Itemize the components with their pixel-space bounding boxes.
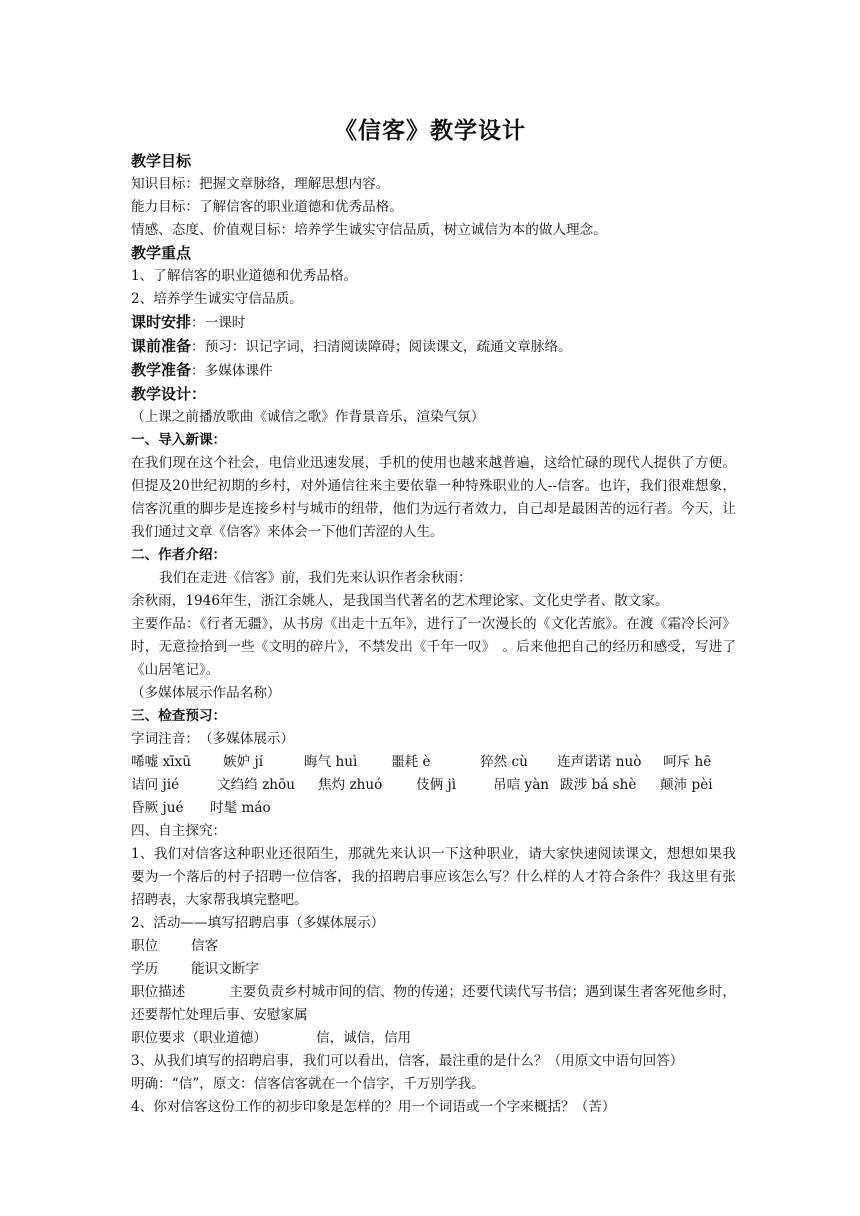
section-4-heading: 四、自主探究： — [131, 823, 227, 839]
section-2-heading: 二、作者介绍： — [131, 547, 227, 563]
vocab-item: 诘问 jié — [131, 777, 180, 793]
pinyin-row-3 — [131, 797, 736, 820]
vocab-item: 唏嘘 xīxū — [131, 754, 191, 770]
req-label: 职位要求（职业道德） — [131, 1030, 267, 1046]
section-2-intro: 我们在走进《信客》前，我们先来认识作者余秋雨： — [159, 570, 472, 586]
req-value: 信，诚信，信用 — [316, 1030, 412, 1046]
vocab-item: 文绉绉 zhōu — [217, 777, 295, 793]
vocab-item: 噩耗 è — [391, 754, 431, 770]
focus-item-1: 1、了解信客的职业道德和优秀品格。 — [131, 268, 358, 284]
vocab-item: 跋涉 bá shè — [560, 777, 637, 793]
section-2-works: 主要作品：《行者无疆》，从书房《出走十五年》，进行了一次漫长的《文化苦旅》。在渡《霜冷长河》时，无意捡拾到一些《文明的碎片》，不禁发出《千年一叹》 。后来他把自己的经历和感受，写进了《山居笔记》。 — [131, 616, 736, 678]
vocab-item: 颠沛 pèi — [660, 777, 713, 793]
pinyin-row-1 — [131, 751, 736, 774]
req-row — [131, 1027, 736, 1050]
desc-value: 主要负责乡村城市间的信、物的传递；还要代读代写书信；遇到谋生者客死他乡时，还要帮忙处理后事、安慰家属 — [131, 984, 736, 1023]
goal-ability: 能力目标：了解信客的职业道德和优秀品格。 — [131, 199, 403, 215]
document-title: 《信客》教学设计 — [334, 117, 526, 144]
edu-row — [131, 958, 736, 981]
schedule-label: 课时安排 — [131, 313, 192, 331]
section-3-sub: 字词注音： （多媒体展示） — [131, 731, 295, 747]
section-4-q1: 1、我们对信客这种职业还很陌生，那就先来认识一下这种职业，请大家快速阅读课文，想想如果我要为一个落后的村子招聘一位信客，我的招聘启事应该怎么写？什么样的人才符合条件？我这里有张招聘表，大家帮我填完整吧。 — [131, 846, 736, 908]
section-4-q2: 2、活动——填写招聘启事（多媒体展示） — [131, 915, 385, 931]
vocab-item: 猝然 cù — [480, 754, 528, 770]
edu-label: 学历 — [131, 961, 159, 977]
goals-heading: 教学目标 — [131, 152, 192, 170]
vocab-item: 昏厥 jué — [131, 800, 184, 816]
preclass-line — [131, 335, 736, 359]
vocab-item: 呵斥 hē — [663, 754, 712, 770]
job-label: 职位 — [131, 938, 159, 954]
focus-item-2: 2、培养学生诚实守信品质。 — [131, 291, 303, 307]
section-1-paragraph: 在我们现在这个社会，电信业迅速发展，手机的使用也越来越普遍，这给忙碌的现代人提供了方便。但提及20世纪初期的乡村，对外通信往来主要依靠一种特殊职业的人--信客。也许，我们很难想象，信客沉重的脚步是连接乡村与城市的纽带，他们为远行者效力，自己却是最困苦的远行者。今天，让我们通过文章《信客》来体会一下他们苦涩的人生。 — [131, 455, 736, 540]
section-4-q3: 3、从我们填写的招聘启事，我们可以看出，信客，最注重的是什么？（用原文中语句回答） — [131, 1053, 684, 1069]
section-3-heading: 三、检查预习： — [131, 708, 227, 724]
vocab-item: 连声诺诺 nuò — [557, 754, 642, 770]
section-4-q4: 4、你对信客这份工作的初步印象是怎样的？用一个词语或一个字来概括？（苦） — [131, 1099, 616, 1115]
desc-row — [131, 981, 736, 1027]
schedule-value: ：一课时 — [191, 315, 246, 331]
design-note: （上课之前播放歌曲《诚信之歌》作背景音乐，渲染气氛） — [131, 409, 485, 425]
goal-knowledge: 知识目标：把握文章脉络，理解思想内容。 — [131, 176, 390, 192]
document-body — [131, 150, 736, 1119]
vocab-item: 晦气 huì — [304, 754, 358, 770]
section-2-bio: 余秋雨，1946年生，浙江余姚人，是我国当代著名的艺术理论家、文化史学者、散文家。 — [131, 593, 669, 609]
desc-label: 职位描述 — [131, 984, 186, 1000]
vocab-item: 焦灼 zhuó — [318, 777, 383, 793]
section-4-q3-answer: 明确：“信”，原文：信客信客就在一个信字，千万别学我。 — [131, 1076, 485, 1092]
preclass-label: 课前准备 — [131, 337, 192, 355]
vocab-item: 嫉妒 jí — [223, 754, 264, 770]
pinyin-row-2 — [131, 774, 736, 797]
vocab-item: 伎俩 jì — [416, 777, 457, 793]
prep-label: 教学准备 — [131, 361, 192, 379]
prep-value: ：多媒体课件 — [191, 363, 273, 379]
vocab-item: 时髦 máo — [210, 800, 271, 816]
focus-heading: 教学重点 — [131, 244, 192, 262]
edu-value: 能识文断字 — [191, 961, 259, 977]
design-heading: 教学设计： — [131, 385, 207, 403]
schedule-line — [131, 311, 736, 335]
section-1-heading: 一、导入新课： — [131, 432, 227, 448]
vocab-item: 吊唁 yàn — [493, 777, 550, 793]
section-2-note: （多媒体展示作品名称） — [131, 685, 281, 701]
goal-emotion: 情感、态度、价值观目标：培养学生诚实守信品质，树立诚信为本的做人理念。 — [131, 222, 607, 238]
prep-line — [131, 359, 736, 383]
job-value: 信客 — [191, 938, 219, 954]
job-row — [131, 935, 736, 958]
preclass-value: ：预习：识记字词，扫清阅读障碍；阅读课文，疏通文章脉络。 — [191, 339, 572, 355]
